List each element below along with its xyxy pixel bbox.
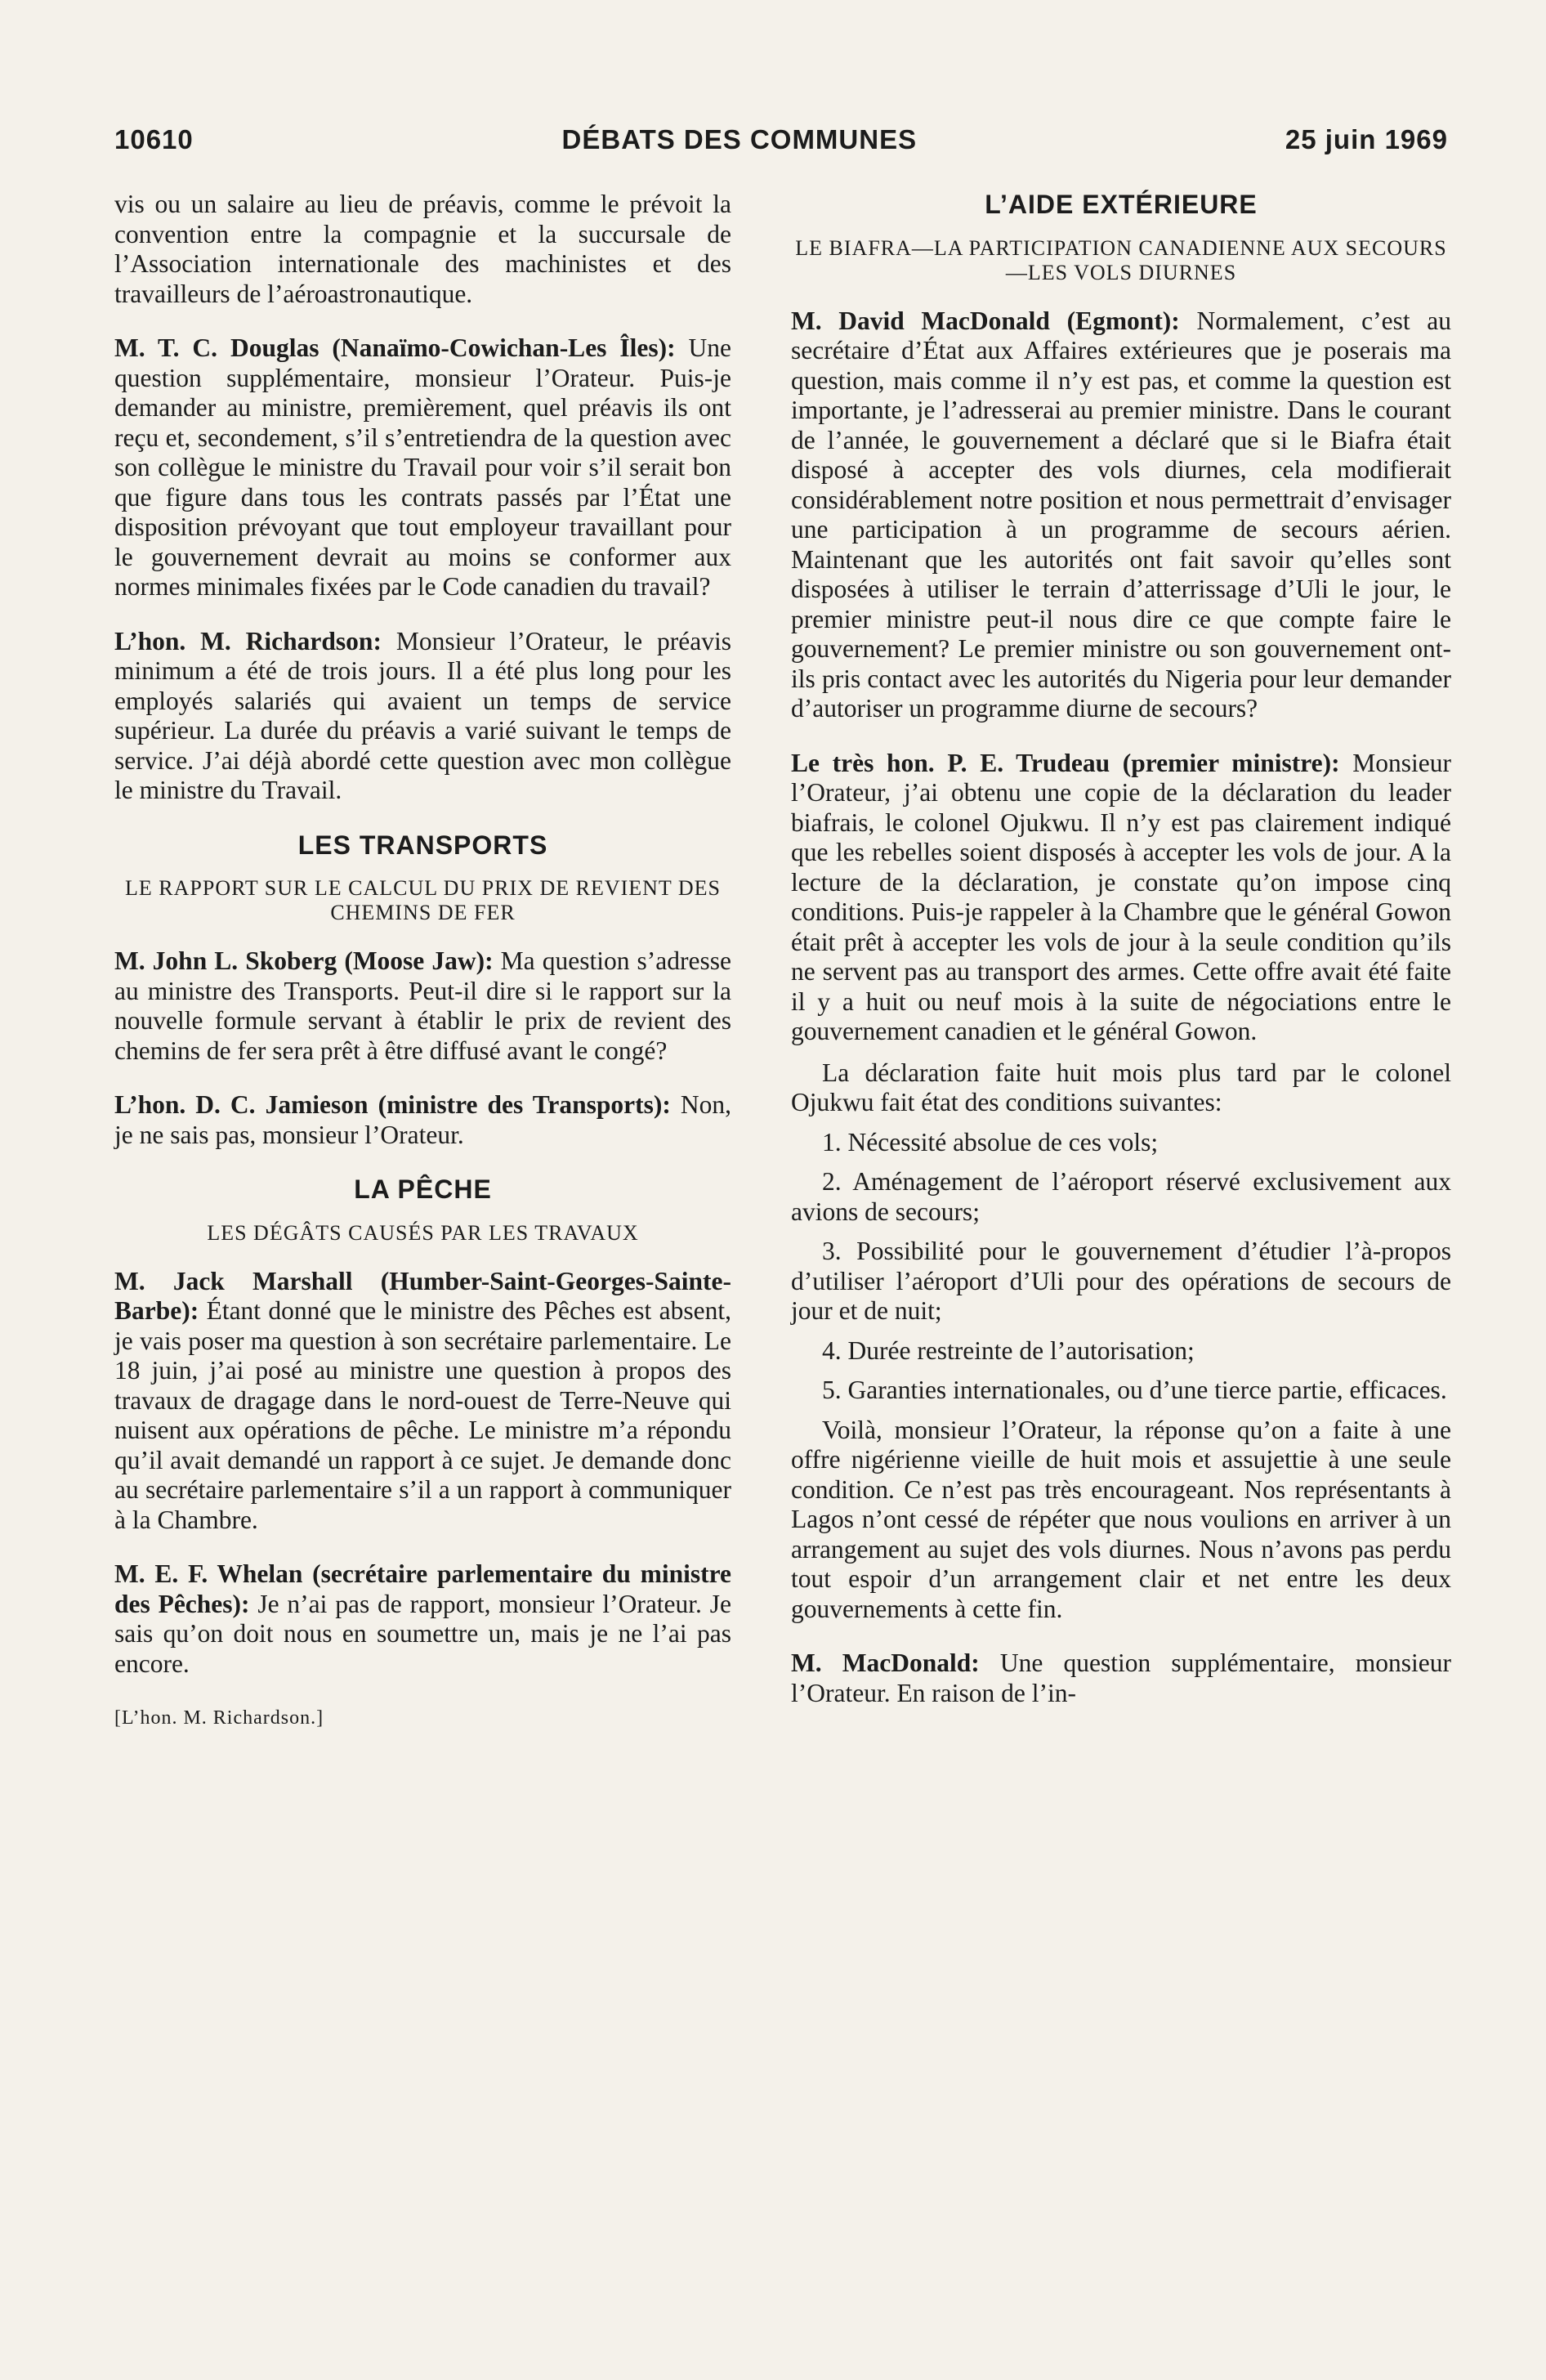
page-header <box>114 124 1448 165</box>
intervention-jamieson <box>114 1090 731 1150</box>
trudeau-paragraph-2: La déclaration faite huit mois plus tard par le colonel Ojukwu fait état des conditions suivantes: <box>791 1058 1451 1116</box>
speaker-name: M. MacDonald: <box>791 1649 980 1677</box>
left-column <box>114 190 731 1734</box>
speaker-name: M. Jack Marshall (Humber-Saint-Georges-Sainte-Barbe): <box>114 1266 731 1325</box>
speaker-name: M. T. C. Douglas (Nanaïmo-Cowichan-Les Îles): <box>114 333 676 362</box>
speech-text: Normalement, c’est au secrétaire d’État aux Affaires extérieures que je poserais ma question, mais comme il n’y est pas, et comme la question est importante, je l’adresserai au premier ministre. Dans le courant de l’année, le gouvernement a déclaré que si le Biafra était disposé à accepter des vols diurnes, cela modifierait considérablement notre position et nous permettrait d’envisager une participation à un programme de secours aérien. Maintenant que les autorités ont fait savoir qu’elles sont disposées à utiliser le terrain d’atterrissage d’Uli le jour, le premier ministre peut-il nous dire ce que compte faire le gouvernement? Le premier ministre ou son gouvernement ont-ils pris contact avec les autorités du Nigeria pour leur demander d’autoriser un programme diurne de secours? <box>791 306 1451 722</box>
section-heading-transports: LES TRANSPORTS <box>297 830 548 860</box>
section-heading-peche: LA PÊCHE <box>354 1174 492 1204</box>
trudeau-paragraph-3: Voilà, monsieur l’Orateur, la réponse qu’on a faite à une offre nigérienne vieille de huit mois et assujettie à une seule condition. Ce n’est pas très encourageant. Nos représentants à Lagos n’ont cessé de répéter que nous voulions en arriver à un arrangement au sujet des vols diurnes. Nous n’avons pas perdu tout espoir d’un arrangement clair et net entre les deux gouvernements à cette fin. <box>791 1415 1451 1623</box>
speech-text: Ma question s’adresse au ministre des Transports. Peut-il dire si le rapport sur la nouvelle formule servant à établir le prix de revient des chemins de fer sera prêt à être diffusé avant le congé? <box>114 946 731 1065</box>
page-footer-note: [L’hon. M. Richardson.] <box>114 1707 324 1729</box>
speaker-name: M. John L. Skoberg (Moose Jaw): <box>114 946 494 975</box>
speech-text: Je n’ai pas de rapport, monsieur l’Orateur. Je sais qu’on doit nous en soumettre un, mais je ne l’ai pas encore. <box>114 1589 731 1678</box>
intervention-macdonald <box>791 306 1451 724</box>
condition-item: 5. Garanties internationales, ou d’une tierce partie, efficaces. <box>822 1376 1447 1404</box>
intervention-marshall <box>114 1267 731 1536</box>
issue-date: 25 juin 1969 <box>1285 124 1448 154</box>
speaker-name: L’hon. D. C. Jamieson (ministre des Transports): <box>114 1090 671 1119</box>
paragraph-continued: vis ou un salaire au lieu de préavis, comme le prévoit la convention entre la compagnie et la succursale de l’Association internationale des machinistes et des travailleurs de l’aéroastronautique. <box>114 190 731 308</box>
subheading-biafra: LE BIAFRA—LA PARTICIPATION CANADIENNE AUX SECOURS—LES VOLS DIURNES <box>795 235 1447 284</box>
speech-text: Monsieur l’Orateur, le préavis minimum a été de trois jours. Il a été plus long pour les employés salariés qui avaient un temps de service supérieur. La durée du préavis a varié suivant le temps de service. J’ai déjà abordé cette question avec mon collègue le ministre du Travail. <box>114 626 731 804</box>
publication-title: DÉBATS DES COMMUNES <box>561 124 918 154</box>
speaker-name: Le très hon. P. E. Trudeau (premier ministre): <box>791 748 1340 777</box>
condition-item: 4. Durée restreinte de l’autorisation; <box>822 1335 1195 1365</box>
subheading-rapport: LE RAPPORT SUR LE CALCUL DU PRIX DE REVIENT DES CHEMINS DE FER <box>125 876 721 924</box>
speech-text: Monsieur l’Orateur, j’ai obtenu une copie de la déclaration du leader biafrais, le colonel Ojukwu. Il n’y est pas clairement indiqué que les rebelles soient disposés à accepter les vols de jour. A la lecture de la déclaration, je constate qu’on impose cinq conditions. Puis-je rappeler à la Chambre que le général Gowon était prêt à accepter les vols de jour à la seule condition qu’ils ne servent pas au transport des armes. Cette offre avait été faite il y a huit ou neuf mois à la suite de négociations entre le gouvernement canadien et le général Gowon. <box>791 748 1451 1045</box>
intervention-douglas <box>114 333 731 602</box>
right-column <box>791 190 1451 1733</box>
speech-text: Une question supplémentaire, monsieur l’Orateur. En raison de l’in- <box>791 1649 1451 1707</box>
speech-text: Étant donné que le ministre des Pêches est absent, je vais poser ma question à son secrétaire parlementaire. Le 18 juin, j’ai posé au ministre une question à propos des travaux de dragage dans le nord-ouest de Terre-Neuve qui nuisent aux opérations de pêche. Le ministre m’a répondu qu’il avait demandé un rapport à ce sujet. Je demande donc au secrétaire parlementaire s’il a un rapport à communiquer à la Chambre. <box>114 1296 731 1534</box>
speaker-name: M. E. F. Whelan (secrétaire parlementaire du ministre des Pêches): <box>114 1559 731 1618</box>
speaker-name: L’hon. M. Richardson: <box>114 626 382 655</box>
condition-item: 3. Possibilité pour le gouvernement d’étudier l’à-propos d’utiliser l’aéroport d’Uli pour des opérations de secours de jour et de nuit; <box>791 1237 1451 1325</box>
condition-item: 2. Aménagement de l’aéroport réservé exclusivement aux avions de secours; <box>791 1167 1451 1226</box>
section-heading-aide: L’AIDE EXTÉRIEURE <box>985 190 1258 219</box>
speech-text: Une question supplémentaire, monsieur l’Orateur. Puis-je demander au ministre, premièrement, quel préavis ils ont reçu et, secondement, s’il s’entretiendra de la question avec son collègue le ministre du Travail pour voir s’il serait bon que figure dans tous les contrats passés par l’État une disposition prévoyant que tout employeur travaillant pour le gouvernement devrait au moins se conformer aux normes minimales fixées par le Code canadien du travail? <box>114 333 731 601</box>
speech-text: Non, je ne sais pas, monsieur l’Orateur. <box>114 1090 731 1149</box>
intervention-trudeau <box>791 749 1451 1047</box>
speaker-name: M. David MacDonald (Egmont): <box>791 306 1180 335</box>
subheading-degats: LES DÉGÂTS CAUSÉS PAR LES TRAVAUX <box>207 1220 639 1245</box>
condition-item: 1. Nécessité absolue de ces vols; <box>822 1127 1159 1156</box>
intervention-skoberg <box>114 946 731 1066</box>
page-number: 10610 <box>114 124 194 154</box>
intervention-richardson <box>114 627 731 806</box>
intervention-whelan <box>114 1559 731 1679</box>
intervention-macdonald-2 <box>791 1649 1451 1708</box>
